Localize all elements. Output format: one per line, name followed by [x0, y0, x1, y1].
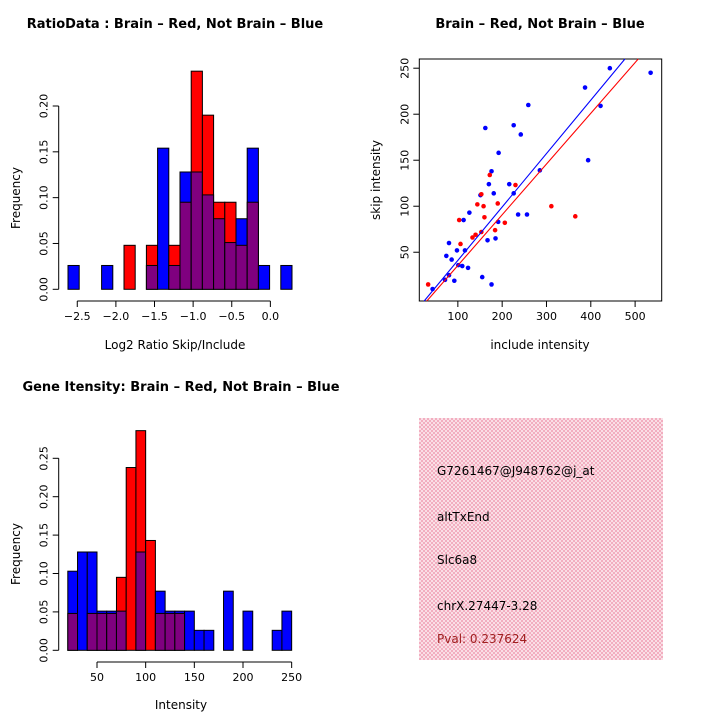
hist-bar-blue: [102, 265, 113, 289]
hist-bar-blue: [282, 611, 292, 650]
y-tick-label: 0.05: [37, 599, 51, 625]
data-point-red: [482, 215, 487, 220]
x-tick-label: −2.5: [63, 310, 91, 323]
plot-title: Brain – Red, Not Brain – Blue: [435, 17, 645, 32]
hist-bar-overlap: [202, 195, 213, 289]
data-point-blue: [491, 191, 496, 196]
y-tick-label: 0.10: [37, 185, 51, 210]
x-tick-label: 200: [232, 671, 254, 684]
y-tick-label: 50: [398, 245, 412, 260]
data-point-blue: [444, 254, 449, 259]
panel-ratio-histogram: [0, 0, 360, 360]
y-tick-label: 0.10: [37, 561, 51, 586]
x-tick-label: 50: [89, 671, 104, 684]
hist-bar-blue: [194, 630, 204, 650]
histogram-bars: [68, 71, 292, 289]
data-point-blue: [485, 238, 490, 243]
data-point-blue: [460, 264, 465, 269]
data-point-blue: [525, 212, 530, 217]
hist-bar-overlap: [225, 243, 236, 290]
hist-bar-blue: [224, 591, 234, 650]
data-point-blue: [608, 66, 613, 71]
hist-bar-blue: [204, 630, 214, 650]
data-point-blue: [483, 126, 488, 131]
hist-bar-overlap: [116, 611, 126, 650]
data-point-red: [457, 218, 462, 223]
x-axis-label: Intensity: [154, 698, 208, 712]
x-tick-label: 200: [491, 310, 513, 323]
y-tick-label: 0.15: [37, 522, 51, 548]
y-tick-label: 0.00: [37, 638, 51, 663]
hist-bar-overlap: [68, 613, 78, 650]
data-point-blue: [493, 236, 498, 241]
data-point-blue: [480, 275, 485, 280]
x-tick-label: 250: [281, 671, 303, 684]
x-axis-label: include intensity: [490, 338, 590, 352]
data-point-blue: [586, 158, 591, 163]
hist-bar-overlap: [169, 265, 180, 289]
data-point-blue: [455, 248, 460, 253]
plot-box: [419, 59, 661, 301]
hist-bar-overlap: [180, 202, 191, 289]
data-point-red: [481, 204, 486, 209]
data-point-blue: [516, 212, 521, 217]
hist-bar-red: [146, 540, 156, 650]
panel-intensity-scatter: [360, 0, 720, 360]
points-not-brain-blue: [430, 66, 653, 291]
data-point-blue: [648, 71, 653, 76]
data-point-red: [549, 204, 554, 209]
hist-bar-blue: [68, 265, 79, 289]
data-point-red: [493, 228, 498, 233]
data-point-blue: [461, 218, 466, 223]
x-tick-label: 150: [183, 671, 205, 684]
info-box: [419, 418, 663, 660]
panel-event-info: [360, 360, 720, 720]
y-tick-label: 200: [398, 103, 412, 125]
splice-event-type: altTxEnd: [437, 510, 490, 524]
hist-bar-overlap: [155, 613, 165, 650]
x-tick-label: 100: [447, 310, 469, 323]
hist-bar-overlap: [191, 172, 202, 289]
hist-bar-blue: [272, 630, 282, 650]
x-tick-label: 400: [580, 310, 602, 323]
data-point-blue: [518, 132, 523, 137]
x-tick-label: 100: [135, 671, 157, 684]
hist-bar-overlap: [136, 552, 146, 650]
hist-bar-blue: [185, 611, 195, 650]
plot-title: Gene Itensity: Brain – Red, Not Brain – Blue: [22, 380, 340, 395]
fit-line-red: [427, 59, 638, 301]
x-axis-label: Log2 Ratio Skip/Include: [104, 338, 246, 352]
hist-bar-overlap: [175, 613, 185, 650]
x-tick-label: 500: [624, 310, 646, 323]
y-tick-label: 0.15: [37, 139, 51, 165]
data-point-blue: [526, 103, 531, 108]
data-point-blue: [467, 210, 472, 215]
data-point-red: [503, 220, 508, 225]
data-point-red: [573, 214, 578, 219]
hist-bar-blue: [78, 552, 88, 650]
points-brain-red: [426, 173, 578, 287]
hist-bar-blue: [258, 265, 269, 289]
y-tick-label: 0.05: [37, 231, 51, 256]
y-axis-label: Frequency: [9, 523, 23, 585]
p-value: Pval: 0.237624: [437, 632, 528, 646]
genomic-location: chrX.27447-3.28: [437, 599, 538, 613]
hist-bar-overlap: [87, 613, 97, 650]
data-point-red: [426, 282, 431, 287]
data-point-blue: [487, 182, 492, 187]
hist-bar-overlap: [214, 219, 225, 290]
gene-symbol: Slc6a8: [437, 553, 478, 567]
data-point-red: [487, 173, 492, 178]
hist-bar-blue: [243, 611, 253, 650]
y-axis-label: skip intensity: [369, 140, 383, 220]
data-point-blue: [496, 151, 501, 156]
hist-bar-blue: [158, 148, 169, 289]
data-point-blue: [449, 257, 454, 262]
hist-bar-overlap: [247, 202, 258, 289]
hist-bar-overlap: [97, 613, 107, 650]
x-tick-label: −1.5: [141, 310, 168, 323]
y-tick-label: 100: [398, 195, 412, 217]
hist-bar-red: [124, 245, 135, 289]
hist-bar-blue: [281, 265, 292, 289]
y-tick-label: 0.25: [37, 446, 51, 471]
data-point-red: [479, 192, 484, 197]
y-tick-label: 250: [398, 57, 412, 79]
data-point-blue: [466, 266, 471, 271]
data-point-blue: [507, 182, 512, 187]
fit-line-blue: [424, 59, 625, 301]
hist-bar-red: [126, 468, 136, 651]
y-tick-label: 150: [398, 149, 412, 171]
data-point-blue: [452, 278, 457, 283]
data-point-red: [475, 202, 480, 207]
data-point-blue: [447, 241, 452, 246]
x-tick-label: −1.0: [179, 310, 207, 323]
probe-id: G7261467@J948762@j_at: [437, 464, 595, 478]
data-point-blue: [511, 123, 516, 128]
x-tick-label: 300: [535, 310, 557, 323]
data-point-red: [513, 183, 518, 188]
data-point-blue: [583, 85, 588, 90]
y-tick-label: 0.00: [37, 277, 51, 302]
panel-gene-intensity-histogram: [0, 360, 360, 720]
y-axis-label: Frequency: [9, 167, 23, 229]
data-point-red: [458, 242, 463, 247]
data-point-blue: [489, 282, 494, 287]
y-tick-label: 0.20: [37, 484, 51, 509]
hist-bar-overlap: [165, 613, 175, 650]
hist-bar-overlap: [146, 265, 157, 289]
hist-bar-overlap: [107, 613, 117, 650]
plot-title: RatioData : Brain – Red, Not Brain – Blue: [26, 17, 324, 32]
x-tick-label: 0.0: [261, 310, 280, 323]
y-tick-label: 0.20: [37, 93, 51, 119]
x-tick-label: −0.5: [218, 310, 246, 323]
histogram-bars: [68, 431, 292, 651]
data-point-red: [495, 201, 500, 206]
hist-bar-overlap: [236, 245, 247, 289]
x-tick-label: −2.0: [102, 310, 130, 323]
